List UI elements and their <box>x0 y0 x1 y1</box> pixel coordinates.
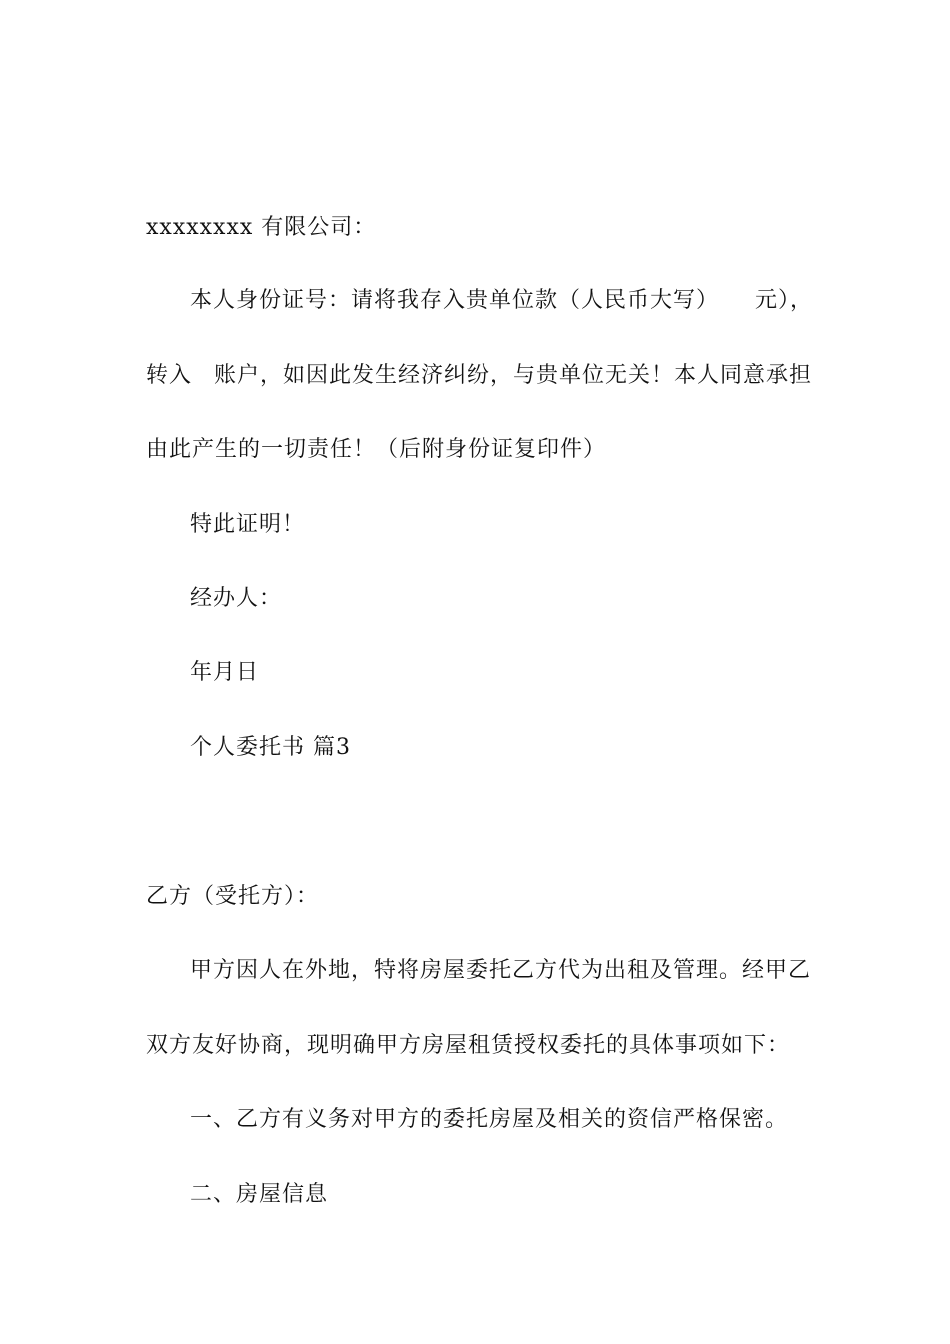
id-request-text: 本人身份证号：请将我存入贵单位款（人民币大写） <box>190 288 720 313</box>
section-title: 个人委托书 篇3 <box>190 735 351 760</box>
party-b-label: 乙方（受托方）： <box>146 884 320 909</box>
yuan-text: 元）， <box>755 288 814 313</box>
transfer-text: 转入 <box>146 363 193 388</box>
paragraph-line: 由此产生的一切责任！（后附身份证复印件） <box>146 437 607 462</box>
paragraph-line <box>190 286 870 316</box>
clause-2: 二、房屋信息 <box>190 1182 329 1207</box>
handler-label: 经办人： <box>190 586 283 611</box>
paragraph-line: 双方友好协商，现明确甲方房屋租赁授权委托的具体事项如下： <box>146 1033 791 1058</box>
account-text: 账户，如因此发生经济纠纷，与贵单位无关！本人同意承担 <box>214 363 813 388</box>
salutation: xxxxxxxx 有限公司： <box>146 215 377 240</box>
clause-1: 一、乙方有义务对甲方的委托房屋及相关的资信严格保密。 <box>190 1107 789 1132</box>
paragraph-line: 甲方因人在外地，特将房屋委托乙方代为出租及管理。经甲乙 <box>190 958 812 983</box>
certify-text: 特此证明！ <box>190 512 306 537</box>
date-label: 年月日 <box>190 660 260 685</box>
paragraph-line <box>146 361 826 391</box>
